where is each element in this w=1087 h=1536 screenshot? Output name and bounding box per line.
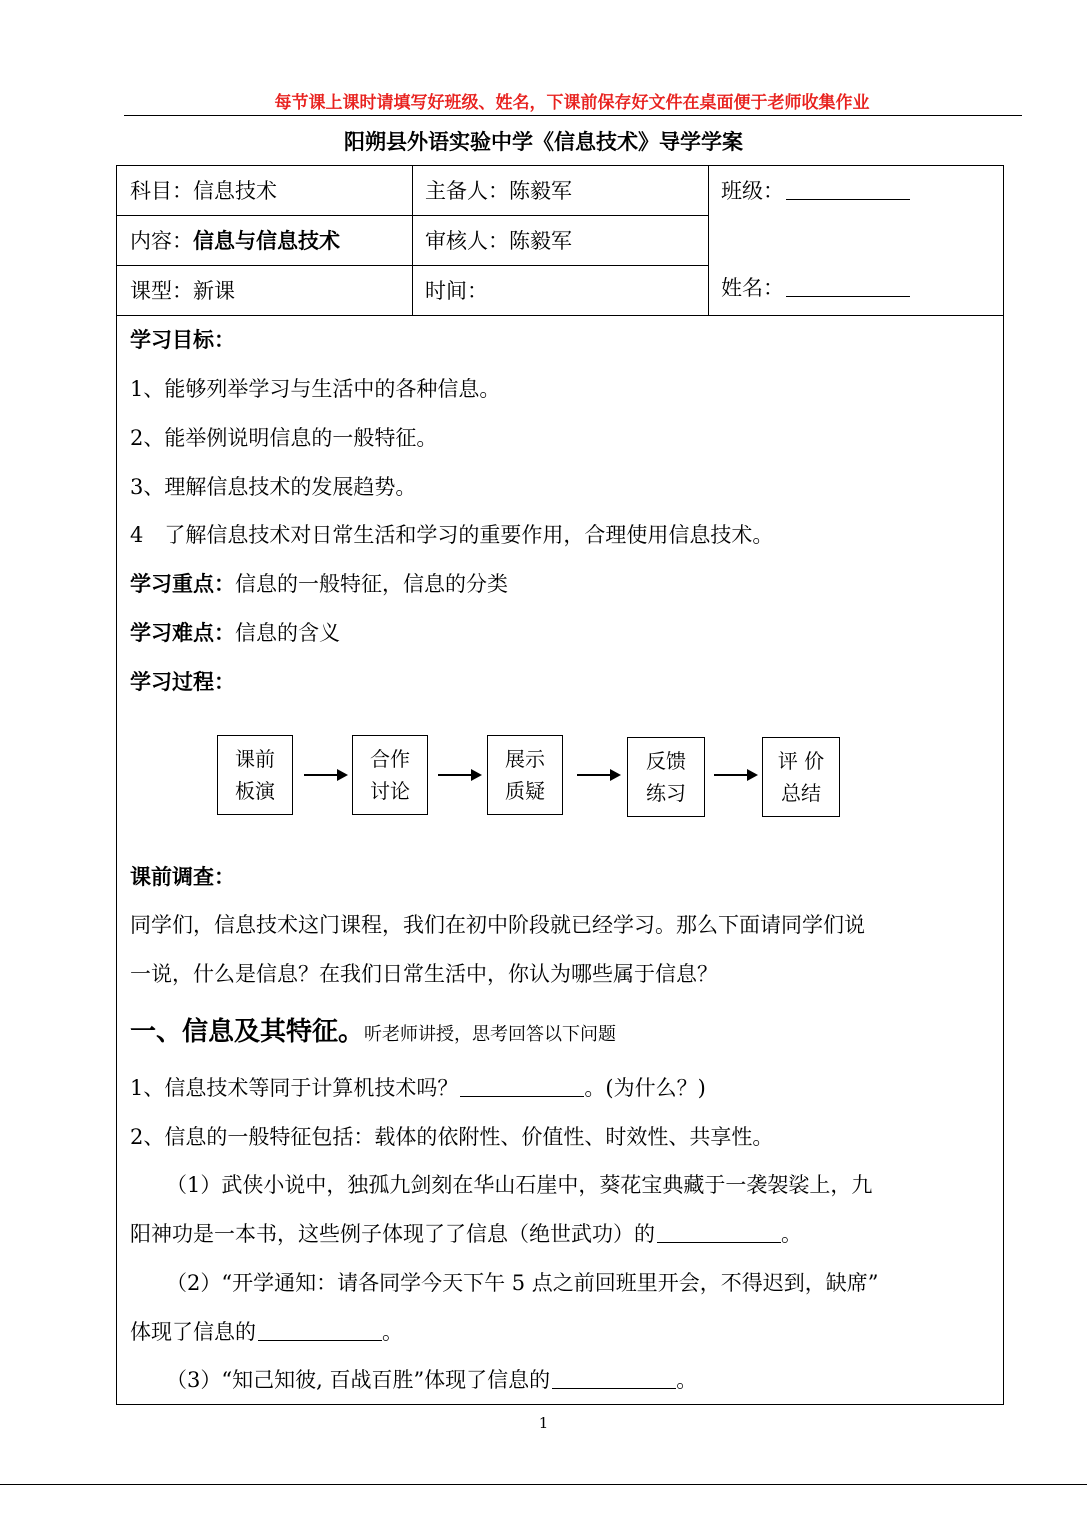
survey-text: 同学们，信息技术这门课程，我们在初中阶段就已经学习。那么下面请同学们说 (130, 913, 865, 937)
arrow-right-icon (438, 774, 480, 776)
page-number: 1 (538, 1414, 549, 1432)
table-divider (708, 165, 709, 315)
table-divider (116, 265, 708, 266)
survey-heading: 课前调查： (130, 865, 235, 889)
question-text: 。(为什么？) (584, 1076, 706, 1100)
example-1-cont (130, 1219, 802, 1249)
process-step-label: 反馈 (646, 749, 686, 773)
table-divider (412, 165, 413, 315)
process-step-box (352, 735, 428, 815)
section-note: 听老师讲授，思考回答以下问题 (364, 1024, 617, 1045)
arrow-right-icon (577, 774, 619, 776)
period: 。 (676, 1368, 698, 1392)
lesson-type-cell: 课型：新课 (130, 279, 235, 303)
example-text: 阳神功是一本书，这些例子体现了了信息（绝世武功）的 (130, 1222, 655, 1246)
process-step-label: 评 价 (777, 749, 825, 773)
objective-item: 4 了解信息技术对日常生活和学习的重要作用，合理使用信息技术。 (130, 523, 774, 547)
process-step-box (217, 735, 293, 815)
time-cell: 时间： (425, 279, 488, 303)
question-2: 2、信息的一般特征包括：载体的依附性、价值性、时效性、共享性。 (130, 1125, 774, 1149)
answer-blank[interactable] (657, 1222, 781, 1243)
section-title: 一、信息及其特征。 (130, 1017, 365, 1047)
objective-item: 1、能够列举学习与生活中的各种信息。 (130, 377, 501, 401)
period: 。 (382, 1320, 403, 1344)
difficulty (130, 618, 340, 648)
subject-cell: 科目：信息技术 (130, 179, 277, 203)
process-step-label: 板演 (235, 779, 275, 803)
content-cell (130, 227, 340, 255)
table-divider (116, 215, 708, 216)
example-text: 体现了信息的 (130, 1320, 256, 1344)
example-3 (166, 1365, 697, 1395)
name-field[interactable] (721, 274, 910, 302)
key-point-label: 学习重点： (130, 572, 235, 596)
process-step-label: 练习 (646, 781, 686, 805)
difficulty-text: 信息的含义 (235, 621, 340, 645)
example-text: （3）“知己知彼, 百战百胜”体现了信息的 (166, 1368, 551, 1392)
arrow-right-icon (714, 774, 756, 776)
process-step-box (487, 735, 563, 815)
content-value: 信息与信息技术 (193, 229, 340, 253)
name-label: 姓名： (721, 276, 784, 300)
question-text: 1、信息技术等同于计算机技术吗？ (130, 1076, 459, 1100)
process-step-label: 总结 (781, 781, 821, 805)
question-1 (130, 1073, 706, 1103)
objective-item: 3、理解信息技术的发展趋势。 (130, 475, 417, 499)
header-notice: 每节课上课时请填写好班级、姓名，下课前保存好文件在桌面便于老师收集作业 (274, 93, 870, 113)
example-2-cont (130, 1317, 403, 1347)
process-step-label: 课前 (235, 747, 275, 771)
class-blank[interactable] (786, 179, 910, 200)
reviewer-cell: 审核人：陈毅军 (425, 229, 572, 253)
table-divider (116, 315, 1004, 316)
process-step-label: 展示 (505, 747, 545, 771)
difficulty-label: 学习难点： (130, 621, 235, 645)
class-field[interactable] (721, 177, 910, 205)
period: 。 (781, 1222, 802, 1246)
key-point-text: 信息的一般特征，信息的分类 (235, 572, 508, 596)
preparer-cell: 主备人：陈毅军 (425, 179, 572, 203)
process-step-label: 质疑 (505, 779, 545, 803)
process-step-box (762, 737, 840, 817)
name-blank[interactable] (786, 276, 910, 297)
process-step-label: 合作 (370, 747, 410, 771)
objectives-heading: 学习目标： (130, 328, 235, 352)
process-heading: 学习过程： (130, 670, 235, 694)
document-title: 阳朔县外语实验中学《信息技术》导学学案 (344, 130, 743, 154)
arrow-right-icon (304, 774, 346, 776)
answer-blank[interactable] (258, 1320, 382, 1341)
answer-blank[interactable] (460, 1076, 584, 1097)
content-label: 内容： (130, 229, 193, 253)
example-2: （2）“开学通知：请各同学今天下午 5 点之前回班里开会，不得迟到，缺席” (166, 1271, 879, 1295)
survey-text: 一说，什么是信息？在我们日常生活中，你认为哪些属于信息？ (130, 962, 718, 986)
process-step-box (627, 737, 705, 817)
key-point (130, 569, 508, 599)
answer-blank[interactable] (552, 1368, 676, 1389)
objective-item: 2、能举例说明信息的一般特征。 (130, 426, 438, 450)
process-step-label: 讨论 (370, 779, 410, 803)
page-break-rule (0, 1484, 1087, 1485)
example-1: （1）武侠小说中，独孤九剑刻在华山石崖中，葵花宝典藏于一袭袈裟上，九 (166, 1173, 873, 1197)
class-label: 班级： (721, 179, 784, 203)
section-heading (130, 1014, 616, 1053)
header-rule (124, 115, 1022, 116)
